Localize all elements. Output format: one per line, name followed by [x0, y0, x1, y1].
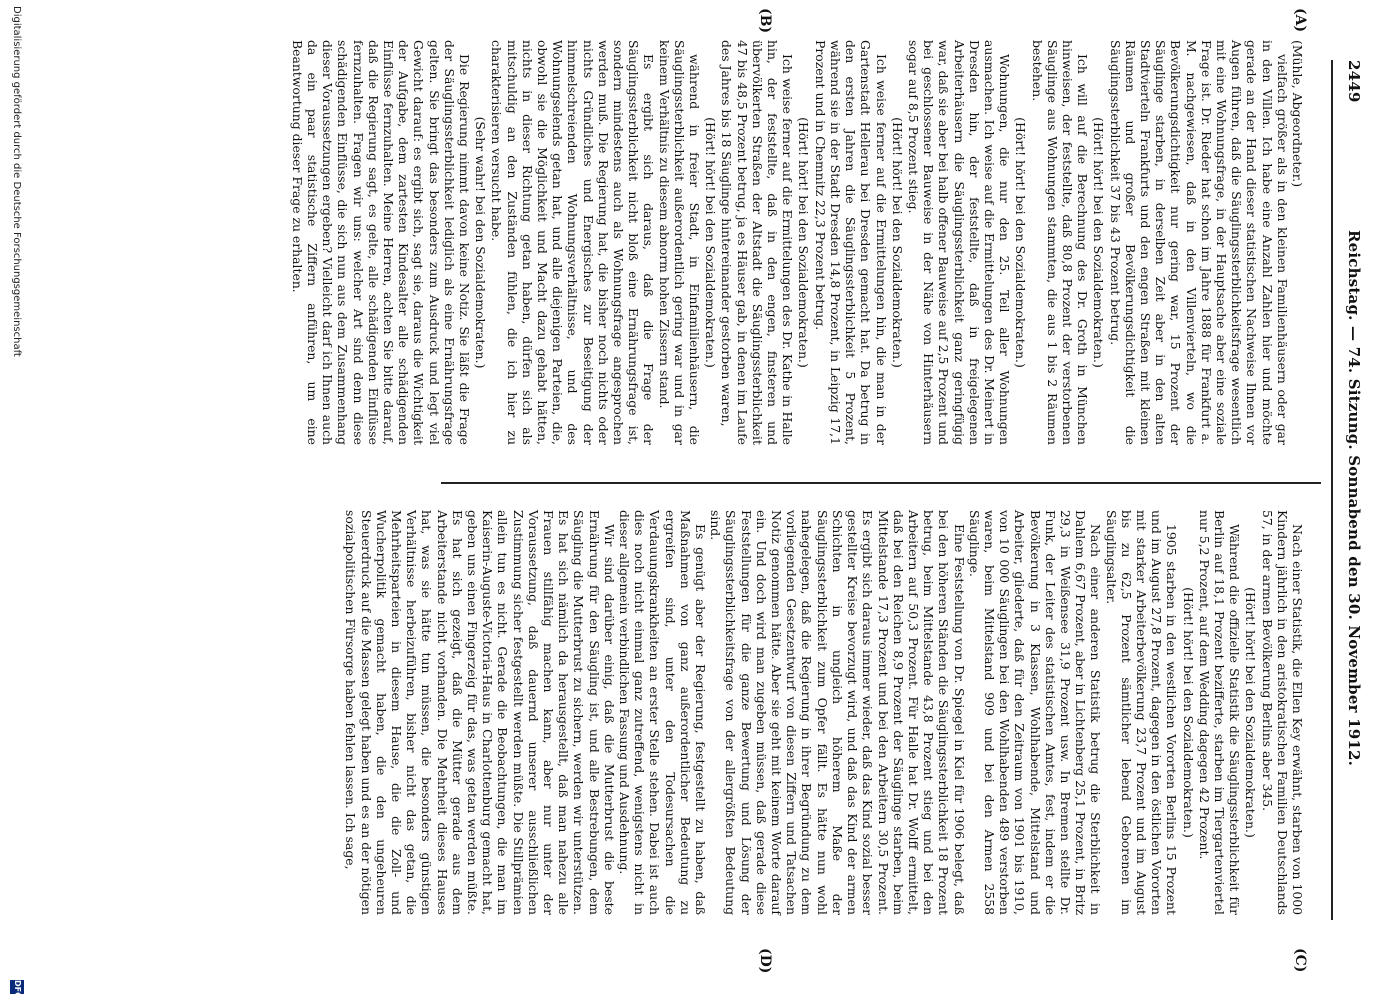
- margin-letter-b: (B): [757, 8, 773, 34]
- paragraph: Es genügt aber der Regierung, festgestellt zu haben, daß Maßnahmen von ganz außerordentlicher Bedeutung zu ergreifen sind, unter den Todesursachen die Verdauungskrankheiten an erster Stelle stehen. Dabei ist auch dies noch nicht einmal ganz zutreffend, wenigstens nicht in dieser allgemein verbindlichen Fassung und Ausdehnung.: [617, 510, 709, 915]
- interjection: (Hört! hört! bei den Sozialdemokraten.): [1091, 117, 1107, 368]
- page-number: 2449: [1345, 60, 1363, 103]
- interjection: (Sehr wahr! bei den Sozialdemokraten.): [473, 116, 489, 369]
- paragraph: Ich weise ferner auf die Ermittelungen des Dr. Kathe in Halle hin, der feststellte, daß in den engen, finsteren und übervölkerten Straßen der Altstadt die Säuglingssterblichkeit 47 bis 48,5 Prozent betrug, ja es Häuser gab, in denen im Laufe des Jahres bis 18 Säuglinge hintereinander gestorben waren,: [719, 40, 796, 445]
- interjection: (Hört! hört! bei den Sozialdemokraten.): [1180, 587, 1196, 838]
- running-header: [1331, 60, 1363, 920]
- paragraph: Wohnungen, die nur den 25. Teil aller Wohnungen ausmachen. Ich weise auf die Ermittelungen des Dr. Meinert in Dresden hin, der feststellte, daß in freigelegenen Arbeiterhäusern die Säuglingssterblichkeit ganz geringfügig war, daß sie aber bei halb offener Bauweise auf 2,5 Prozent und bei geschlossener Bauweise in der Nähe von Hinterhäusern sogar auf 8,5 Prozent stieg.: [905, 40, 1013, 445]
- paragraph: Es ergibt sich daraus, daß die Frage der Säuglingssterblichkeit nicht bloß eine Ernährungsfrage ist, sondern mindestens auch als Wohnungsfrage angesprochen werden muß. Die Regierung hat, die bisher noch nichts oder nichts Gründliches und Energisches zur Beseitigung der himmelschreienden Wohnungsverhältnisse, und des Wohnungselends getan hat, und alle diejenigen Parteien, die, obwohl sie die Möglichkeit und Macht dazu gehabt hätten, nichts in dieser Richtung getan haben, dürfen sich als mitschuldig an den Zuständen fühlen, die ich hier zu charakterisieren versucht habe.: [489, 40, 657, 445]
- interjection: (Hört! hört! bei den Sozialdemokraten.): [703, 117, 719, 368]
- interjection: (Hört! hört! bei den Sozialdemokraten.): [1013, 117, 1029, 368]
- paragraph: Ich will auf die Berechnung des Dr. Groth in München hinweisen, der feststellte, daß 80,8 Prozent der verstorbenen Säuglinge aus Wohnungen stammten, die aus 1 bis 2 Räumen bestehen.: [1029, 40, 1091, 445]
- paragraph: während in freier Stadt, in Einfamilienhäusern, die Säuglingssterblichkeit außerordentlich gering war und in gar keinem Verhältnis zu diesem abnorm hohen Zissern stand.: [656, 40, 703, 445]
- paragraph: Eine Feststellung von Dr. Spiegel in Kiel für 1906 belegt, daß bei den höheren Ständen die Säuglingssterblichkeit 18 Prozent betrug, beim Mittelstande 43,8 Prozent stieg und bei den Arbeitern auf 50,3 Prozent. Für Halle hat Dr. Wolff ermittelt, daß bei den Reichen 8,9 Prozent der Säuglinge starben, beim Mittelstande 17,3 Prozent und bei den Arbeitern 30,5 Prozent. Es ergibt sich daraus immer wieder, daß das Kind sozial besser gestellter Kreise bevorzugt wird, und daß das Kind der armen Schichten in ungleich höherem Maße der Säuglingssterblichkeit zum Opfer fällt. Es hätte nun wohl nahegelegen, daß die Regierung in ihrer Begründung zu dem vorliegenden Gesetzentwurf von diesen Ziffern und Tatsachen Notiz genommen hätte. Aber sie geht mit keinem Worte darauf ein. Und doch wird man zugeben müssen, daß gerade diese Feststellungen für die ganze Bewertung und Lösung der Säuglingssterblichkeitsfrage von der allergrößten Bedeutung sind.: [708, 510, 967, 915]
- paragraph: Die Regierung nimmt davon keine Notiz. Sie läßt die Frage der Säuglingssterblichkeit lediglich als eine Ernährungsfrage gelten. Sie bringt das besonders zum Ausdruck und legt viel Gewicht darauf: es ergibt sich, sagt sie, daraus die Wichtigkeit der Aufgabe, dem zartesten Kindesalter alle schädigenden Einflüsse fernzuhalten. Meine Herren, achten Sie bitte darauf, daß die Regierung sagt, es gelte, alle schädigenden Einflüsse fernzuhalten. Fragen wir uns: welcher Art sind denn diese schädigenden Einflüsse, die sich nun aus dem Zusammenhang dieser Voraussetzungen ergeben? Vielleicht darf ich Ihnen auch da ein paar statistische Ziffern anführen, um eine Beantwortung dieser Frage zu erhalten.: [289, 40, 473, 445]
- margin-letter-d: (D): [757, 948, 773, 974]
- paragraph: vielfach größer als in den kleinen Familienhäusern oder gar in den Villen. Ich habe eine Anzahl Zahlen hier und möchte gerade an der Hand dieser statistischen Nachweise Ihnen vor Augen führen, daß die Säuglingssterblichkeitsfrage wesentlich mit eine Wohnungsfrage, in der Hauptsache aber eine soziale Frage ist. Dr. Rieder hat schon im Jahre 1888 für Frankfurt a. M. nachgewiesen, daß in den Villenvierteln, wo die Bevölkerungsdichtigkeit nur gering war, 15 Prozent der Säuglinge starben, in derselben Zeit aber in den alten Stadtvierteln Frankfurts und den engen Straßen mit kleinen Räumen und großer Bevölkerungsdichtigkeit die Säuglingssterblichkeit 37 bis 43 Prozent betrug.: [1107, 40, 1290, 445]
- margin-letter-a: (A): [1292, 8, 1308, 33]
- paragraph: Während die offizielle Statistik die Säuglingssterblichkeit für Berlin auf 18,1 Prozent bezifferte, starben im Tiergartenviertel nur 5,2 Prozent, auf dem Wedding dagegen 42 Prozent.: [1196, 510, 1243, 915]
- margin-letter-c: (C): [1292, 948, 1308, 973]
- paragraph: 1905 starben in den westlichen Vororten Berlins 15 Prozent und im August 27,8 Prozent, dagegen in den östlichen Vororten mit starker Arbeiterbevölkerung 23,7 Prozent und im August bis zu 62,5 Prozent sämtlicher lebend Geborenen im Säuglingsalter.: [1103, 510, 1180, 915]
- footer: [4, 0, 28, 1000]
- speaker-label: (Mühle, Abgeordneter.): [1290, 40, 1305, 188]
- interjection: (Hört! hört! bei den Sozialdemokraten.): [889, 117, 905, 368]
- paragraph: Nach einer Statistik, die Ellen Key erwähnt, starben von 1000 Kindern jährlich in den aristokratischen Familien Deutschlands 57, in der armen Bevölkerung Berlins aber 345.: [1259, 510, 1305, 915]
- paragraph: Ich weise ferner auf die Ermittelungen hin, die man in der Gartenstadt Hellerau bei Dresden gemacht hat. Da betrug in den ersten Jahren die Säuglingssterblichkeit 5 Prozent, während sie in der Stadt Dresden 14,8 Prozent, in Leipzig 17,1 Prozent und in Chemnitz 22,3 Prozent betrug.: [812, 40, 889, 445]
- interjection: (Hört! hört! bei den Sozialdemokraten.): [796, 117, 812, 368]
- dfg-logo: DFG: [10, 980, 24, 994]
- paragraph: Nach einer anderen Statistik betrug die Sterblichkeit in Dahlem 6,67 Prozent, aber in Lichtenberg 25,1 Prozent, in Britz 29,3 in Weißensee 31,9 Prozent usw. In Bremen stellte Dr. Funk, der Leiter des statistischen Amtes, fest, indem er die Bevölkerung in 3 Klassen, Wohlhabende, Mittelstand und Arbeiter, gliederte, daß für den Zeitraum von 1901 bis 1910, von 10 000 Säuglingen bei den Wohlhabenden 489 verstorben waren, beim Mittelstand 909 und bei den Armen 2558 Säuglinge.: [966, 510, 1104, 915]
- text-column-left: [289, 40, 1305, 445]
- running-title: Reichstag. — 74. Sitzung. Sonnabend den 30. November 1912.: [1345, 230, 1363, 767]
- interjection: (Hört! hört! bei den Sozialdemokraten.): [1243, 587, 1259, 838]
- funding-credit: Digitalisierung gefördert durch die Deutsche Forschungsgemeinschaft: [11, 6, 22, 357]
- paragraph: Wir sind darüber einig, daß die Mutterbrust die beste Ernährung für den Säugling ist, und alle Bestrebungen, dem Säugling die Mutterbrust zu sichern, werden wir unterstützen. Es hat sich nämlich da herausgestellt, daß man nahezu alle Frauen stillfähig machen kann, aber nur unter der Voraussetzung, daß dauernd unserer ausschließlichen Zustimmung sicher festgestellt werden müßte. Die Stillprämien allein tun es nicht. Gerade die Beobachtungen, die man im Kaiserin-Auguste-Victoria-Haus in Charlottenburg gemacht hat, geben uns einen Fingerzeig für das, was getan werden müßte. Es hat sich gezeigt, daß die Mütter gerade aus dem Arbeiterstande nicht vorhanden. Die Mehrheit dieses Hauses hat, was sie hätte tun müssen, die besonders günstigen Verhältnisse herbeizuführen, bisher nicht das getan, die Mehrheitsparteien in diesem Hause, die die Zoll- und Wucherpolitik gemacht haben, die den ungeheuren Steuerdruck auf die Massen gelegt haben und es an der nötigen sozialpolitischen Fürsorge haben fehlen lassen. Ich sage,: [343, 510, 617, 915]
- text-column-right: [343, 510, 1305, 915]
- column-divider: [441, 482, 1321, 484]
